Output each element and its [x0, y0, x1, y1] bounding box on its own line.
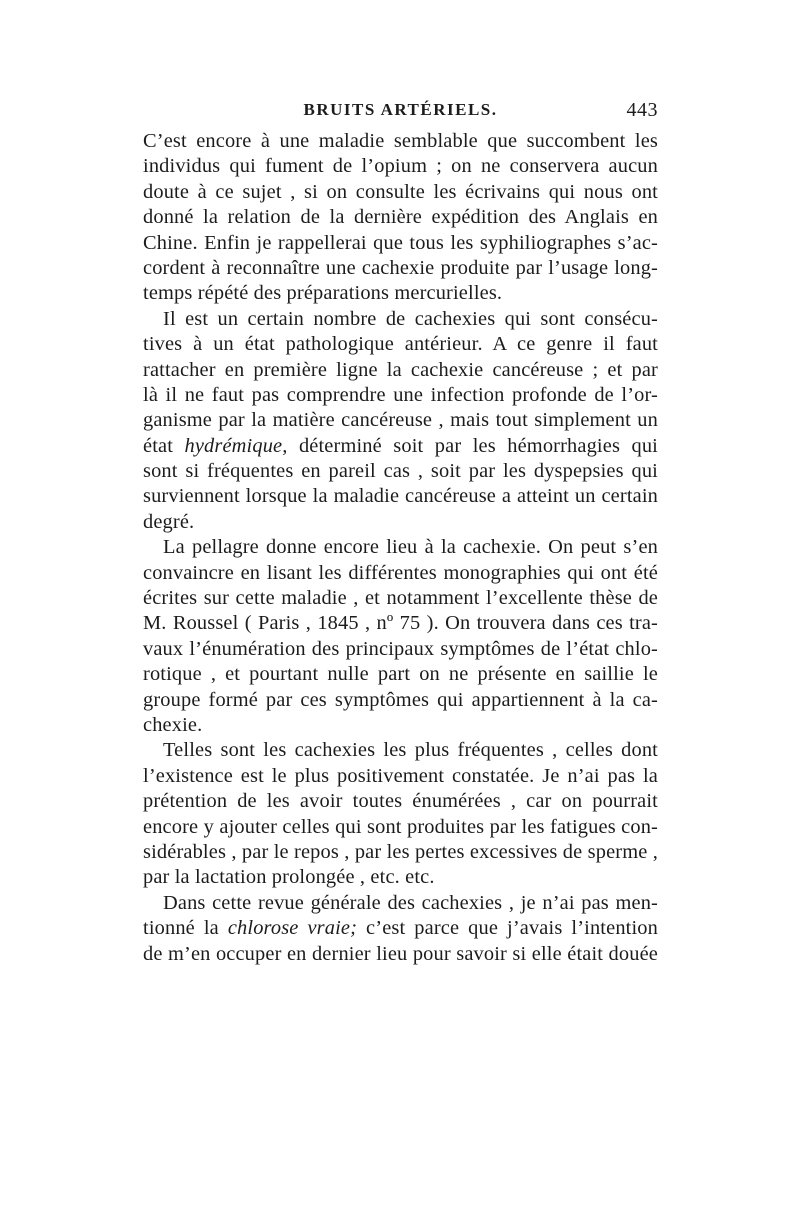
italic-term: chlorose vraie;: [227, 917, 358, 940]
text-run: état: [143, 434, 185, 457]
text-line: écrites sur cette maladie , et notamment l’excellente thèse de: [143, 587, 658, 610]
text-line: par la lactation prolongée , etc. etc.: [143, 866, 435, 889]
text-line: degré.: [143, 510, 195, 533]
italic-term: hydrémique,: [184, 434, 288, 457]
text-line: sont si fréquentes en pareil cas , soit par les dyspepsies qui: [143, 460, 658, 483]
running-title: BRUITS ARTÉRIELS.: [303, 100, 498, 119]
text-line: ganisme par la matière cancéreuse , mais tout simplement un: [143, 409, 658, 432]
paragraph-1: [143, 129, 658, 307]
text-line: surviennent lorsque la maladie cancéreuse a atteint un certain: [143, 485, 658, 508]
text-line: Dans cette revue générale des cachexies , je n’ai pas men-: [163, 891, 658, 914]
text-line: là il ne faut pas comprendre une infection profonde de l’or-: [143, 383, 658, 406]
text-line: individus qui fument de l’opium ; on ne conservera aucun: [143, 155, 658, 178]
text-line: sidérables , par le repos , par les pertes excessives de sperme ,: [143, 840, 658, 863]
text-run: c’est parce que j’avais l’intention: [357, 917, 658, 940]
paragraph-2: [143, 307, 658, 536]
text-line: convaincre en lisant les différentes monographies qui ont été: [143, 561, 658, 584]
body-text: [143, 129, 658, 967]
text-line: l’existence est le plus positivement constatée. Je n’ai pas la: [143, 764, 658, 787]
text-line: de m’en occuper en dernier lieu pour savoir si elle était douée: [143, 942, 658, 965]
text-line-with-italic: [143, 916, 658, 941]
text-line: chexie.: [143, 713, 203, 736]
text-line: encore y ajouter celles qui sont produites par les fatigues con-: [143, 815, 658, 838]
text-line: prétention de les avoir toutes énumérées , car on pourrait: [143, 790, 658, 813]
text-line: Chine. Enfin je rappellerai que tous les syphiliographes s’ac-: [143, 231, 658, 254]
text-line: La pellagre donne encore lieu à la cachexie. On peut s’en: [163, 536, 658, 559]
text-line: M. Roussel ( Paris , 1845 , nº 75 ). On trouvera dans ces tra-: [143, 612, 658, 635]
text-line: Il est un certain nombre de cachexies qui sont consécu-: [163, 307, 658, 330]
text-line: vaux l’énumération des principaux symptômes de l’état chlo-: [143, 637, 658, 660]
page-number: 443: [626, 99, 658, 121]
text-line: temps répété des préparations mercurielles.: [143, 282, 503, 305]
paragraph-3: [143, 535, 658, 738]
text-line: donné la relation de la dernière expédition des Anglais en: [143, 206, 658, 229]
running-head: [143, 96, 658, 124]
paragraph-4: [143, 738, 658, 890]
text-line: Telles sont les cachexies les plus fréquentes , celles dont: [163, 739, 658, 762]
text-line: rattacher en première ligne la cachexie cancéreuse ; et par: [143, 358, 658, 381]
text-line: rotique , et pourtant nulle part on ne présente en saillie le: [143, 663, 658, 686]
text-line: doute à ce sujet , si on consulte les écrivains qui nous ont: [143, 180, 658, 203]
text-run: déterminé soit par les hémorrhagies qui: [287, 434, 658, 457]
paragraph-5: [143, 891, 658, 967]
text-line-with-italic: [143, 434, 658, 459]
text-run: tionné la: [143, 917, 228, 940]
text-line: cordent à reconnaître une cachexie produite par l’usage long-: [143, 256, 658, 279]
text-line: C’est encore à une maladie semblable que succombent les: [143, 130, 658, 152]
text-line: tives à un état pathologique antérieur. A ce genre il faut: [143, 333, 658, 356]
text-line: groupe formé par ces symptômes qui appartiennent à la ca-: [143, 688, 658, 711]
